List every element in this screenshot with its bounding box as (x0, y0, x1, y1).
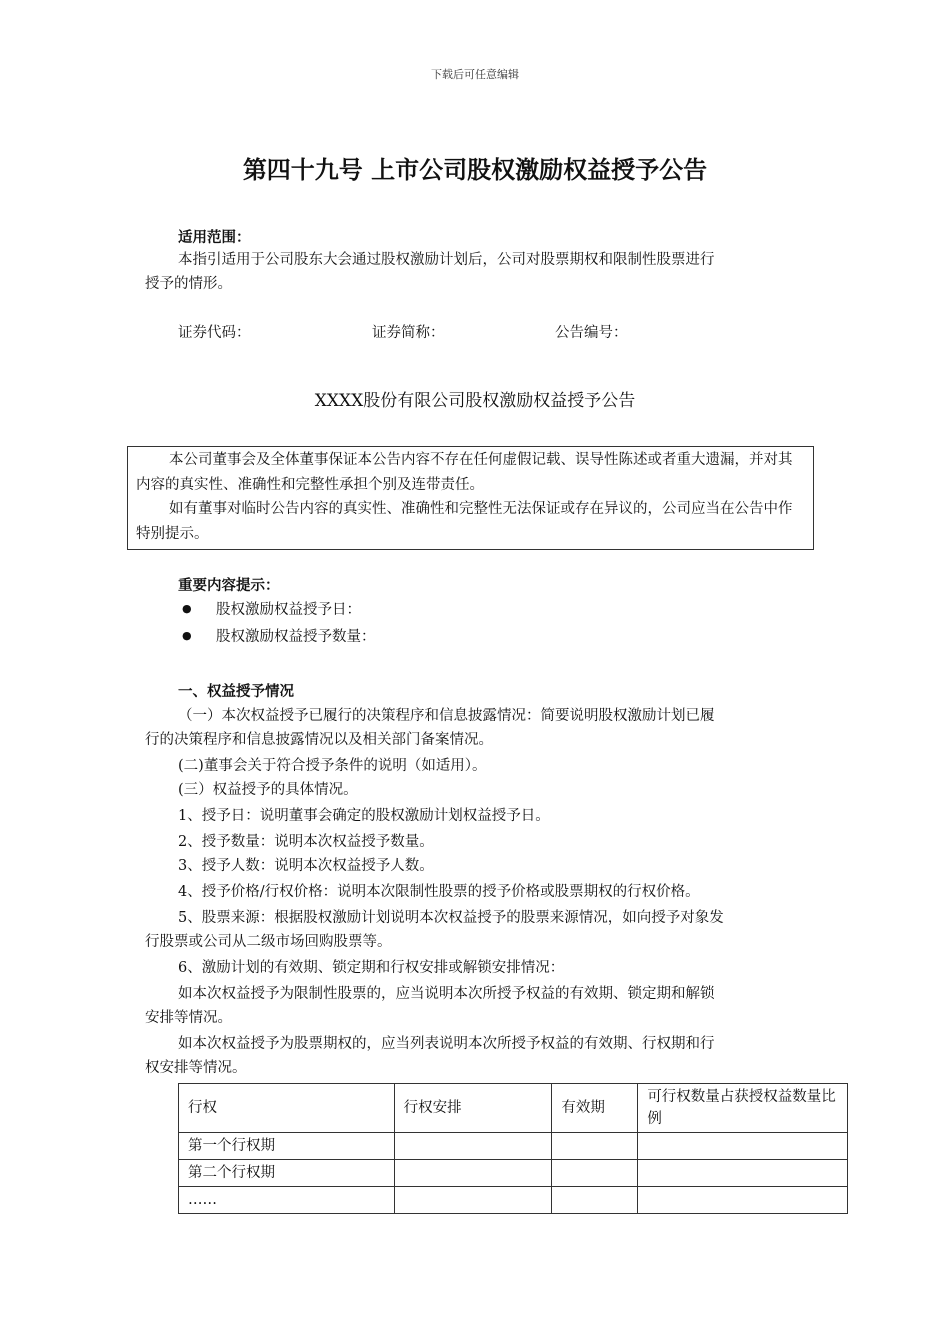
bullet-dot-icon: ● (182, 629, 192, 642)
section-1-heading: 一、权益授予情况 (178, 684, 294, 700)
section-1-item-4: 4、授予价格/行权价格：说明本次限制性股票的授予价格或股票期权的行权价格。 (178, 884, 700, 900)
section-1-para-a-line-2: 行的决策程序和信息披露情况以及相关部门备案情况。 (145, 732, 493, 748)
table-cell (394, 1160, 552, 1187)
table-header-row (179, 1084, 848, 1133)
section-1-item-3: 3、授予人数：说明本次权益授予人数。 (178, 858, 434, 874)
section-1-item-6b-line-2: 权安排等情况。 (145, 1060, 247, 1076)
important-heading: 重要内容提示： (178, 578, 280, 594)
table-header-cell: 行权 (179, 1084, 395, 1133)
table-header-cell: 有效期 (552, 1084, 638, 1133)
table-cell (394, 1187, 552, 1214)
section-1-item-6: 6、激励计划的有效期、锁定期和行权安排或解锁安排情况： (178, 960, 565, 976)
table-cell (638, 1133, 848, 1160)
header-note: 下载后可任意编辑 (431, 68, 519, 81)
table-header-cell: 行权安排 (394, 1084, 552, 1133)
section-1-item-5-line-2: 行股票或公司从二级市场回购股票等。 (145, 934, 392, 950)
table-cell (638, 1187, 848, 1214)
table-row (179, 1160, 848, 1187)
important-item-grant-date: 股权激励权益授予日： (216, 602, 361, 618)
section-1-item-1: 1、授予日：说明董事会确定的股权激励计划权益授予日。 (178, 808, 550, 824)
table-row (179, 1187, 848, 1214)
scope-line-2: 授予的情形。 (145, 276, 232, 292)
disclaimer-box (127, 446, 814, 550)
section-1-para-a-line-1: （一）本次权益授予已履行的决策程序和信息披露情况：简要说明股权激励计划已履 (178, 708, 715, 724)
table-cell (552, 1187, 638, 1214)
announcement-number-label: 公告编号： (555, 325, 628, 341)
section-1-para-b: (二)董事会关于符合授予条件的说明（如适用）。 (178, 758, 487, 774)
security-code-label: 证券代码： (178, 325, 251, 341)
security-abbr-label: 证券简称： (372, 325, 445, 341)
table-row (179, 1133, 848, 1160)
announcement-title: XXXX股份有限公司股权激励权益授予公告 (314, 391, 636, 411)
exercise-schedule-table (178, 1083, 848, 1214)
scope-line-1: 本指引适用于公司股东大会通过股权激励计划后，公司对股票期权和限制性股票进行 (178, 252, 715, 268)
bullet-dot-icon: ● (182, 602, 192, 615)
section-1-item-6a-line-1: 如本次权益授予为限制性股票的，应当说明本次所授予权益的有效期、锁定期和解锁 (178, 986, 715, 1002)
table-header-cell: 可行权数量占获授权益数量比例 (638, 1084, 848, 1133)
section-1-item-6b-line-1: 如本次权益授予为股票期权的，应当列表说明本次所授予权益的有效期、行权期和行 (178, 1036, 715, 1052)
important-item-grant-quantity: 股权激励权益授予数量： (216, 629, 376, 645)
scope-heading: 适用范围： (178, 230, 251, 246)
section-1-para-c: (三）权益授予的具体情况。 (178, 782, 358, 798)
table-cell: 第一个行权期 (179, 1133, 395, 1160)
section-1-item-2: 2、授予数量：说明本次权益授予数量。 (178, 834, 434, 850)
table-cell (552, 1160, 638, 1187)
table-cell (638, 1160, 848, 1187)
table-cell (552, 1133, 638, 1160)
table-cell: 第二个行权期 (179, 1160, 395, 1187)
table-cell: …… (179, 1187, 395, 1214)
table-cell (394, 1133, 552, 1160)
section-1-item-5-line-1: 5、股票来源：根据股权激励计划说明本次权益授予的股票来源情况，如向授予对象发 (178, 910, 724, 926)
disclaimer-paragraph-1: 本公司董事会及全体董事保证本公告内容不存在任何虚假记载、误导性陈述或者重大遗漏，并对其内容的真实性、准确性和完整性承担个别及连带责任。 (136, 452, 793, 493)
section-1-item-6a-line-2: 安排等情况。 (145, 1010, 232, 1026)
disclaimer-paragraph-2: 如有董事对临时公告内容的真实性、准确性和完整性无法保证或存在异议的，公司应当在公告中作特别提示。 (136, 501, 793, 542)
document-title: 第四十九号 上市公司股权激励权益授予公告 (242, 156, 708, 184)
